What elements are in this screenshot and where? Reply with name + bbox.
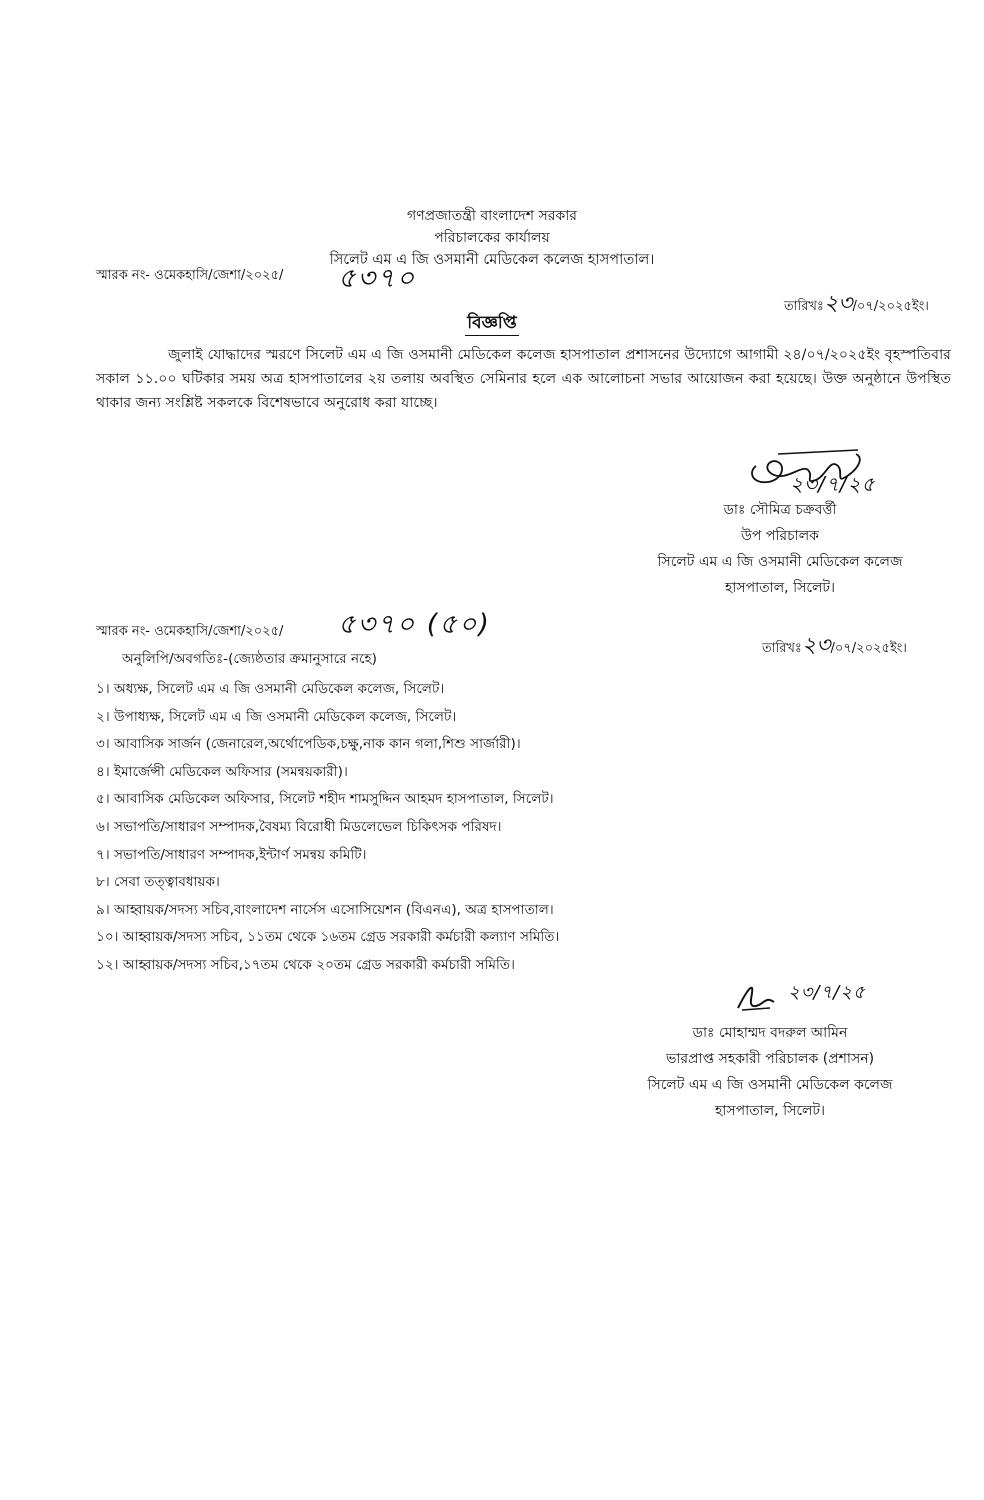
memo-number-label: স্মারক নং- ওমেকহাসি/জেশা/২০২৫/ (96, 268, 284, 283)
notice-title: বিজ্ঞপ্তি (465, 313, 518, 336)
signature-1-date: ২৩/৭/২৫ (790, 472, 876, 496)
signatory-1-designation: উপ পরিচালক (741, 528, 819, 544)
signatory-1-office-line1: সিলেট এম এ জি ওসমানী মেডিকেল কলেজ (657, 554, 903, 570)
date2-rest: /০৭/২০২৫ইং। (830, 641, 907, 656)
signatory-2-block (610, 1020, 930, 1124)
date-label: তারিখঃ (784, 299, 824, 314)
list-item: ১২। আহ্বায়ক/সদস্য সচিব,১৭তম থেকে ২০তম গ্রেড সরকারী কর্মচারী সমিতি। (96, 956, 515, 973)
memo2-handwritten-number: ৫৩৭০ (৫০) (338, 609, 491, 640)
list-item: ২। উপাধ্যক্ষ, সিলেট এম এ জি ওসমানী মেডিকেল কলেজ, সিলেট। (96, 708, 457, 725)
memo2-date (762, 628, 907, 665)
list-item: ৩। আবাসিক সার্জন (জেনারেল,অর্থোপেডিক,চক্ষু,নাক কান গলা,শিশু সার্জারী)। (96, 736, 521, 753)
signatory-2-name: ডাঃ মোহাম্মদ বদরুল আমিন (692, 1025, 848, 1041)
signatory-1-office-line2: হাসপাতাল, সিলেট। (724, 580, 836, 596)
copy-list-heading: অনুলিপি/অবগতিঃ-(জ্যেষ্ঠতার ক্রমানুসারে নহে) (122, 651, 377, 667)
notice-title-wrap (0, 310, 984, 338)
signatory-1-block (620, 497, 940, 601)
list-item: ৭। সভাপতি/সাধারণ সম্পাদক,ইন্টার্ণ সমন্বয় কমিটি। (96, 846, 367, 863)
signatory-1-name: ডাঃ সৌমিত্র চক্রবর্ত্তী (723, 502, 837, 518)
list-item: ৯। আহ্বায়ক/সদস্য সচিব,বাংলাদেশ নার্সেস এসোসিয়েশন (বিএনএ), অত্র হাসপাতাল। (96, 901, 554, 918)
signature-2-date: ২৩/৭/২৫ (788, 982, 866, 1003)
date-handwritten-day: ২৩ (823, 291, 853, 316)
memo2-number-label: স্মারক নং- ওমেকহাসি/জেশা/২০২৫/ (96, 624, 284, 639)
list-item: ৫। আবাসিক মেডিকেল অফিসার, সিলেট শহীদ শামসুদ্দিন আহমদ হাসপাতাল, সিলেট। (96, 791, 554, 808)
date2-handwritten-day: ২৩ (801, 633, 831, 658)
copy-list (96, 676, 716, 980)
notice-body: জুলাই যোদ্ধাদের স্মরণে সিলেট এম এ জি ওসমানী মেডিকেল কলেজ হাসপাতাল প্রশাসনের উদ্যোগে আগামী ২৪/০৭/২০২৫ইং বৃহস্পতিবার সকাল ১১.০০ ঘটিকার সময় অত্র হাসপাতালের ২য় তলায় অবস্থিত সেমিনার হলে এক আলোচনা সভার আয়োজন করা হয়েছে। উক্ত অনুষ্ঠানে উপস্থিত থাকার জন্য সংশ্লিষ্ট সকলকে বিশেষভাবে অনুরোধ করা যাচ্ছে। (96, 347, 951, 411)
header-hospital-name: সিলেট এম এ জি ওসমানী মেডিকেল কলেজ হাসপাতাল। (329, 252, 655, 268)
signature-2 (730, 978, 790, 1018)
list-item: ৮। সেবা তত্ত্বাবধায়ক। (96, 874, 220, 891)
list-item: ১। অধ্যক্ষ, সিলেট এম এ জি ওসমানী মেডিকেল কলেজ, সিলেট। (96, 681, 445, 697)
date-rest: /০৭/২০২৫ইং। (852, 299, 929, 314)
list-item: ১০। আহ্বায়ক/সদস্য সচিব, ১১তম থেকে ১৬তম গ্রেড সরকারী কর্মচারী কল্যাণ সমিতি। (96, 929, 560, 946)
memo-handwritten-number: ৫৩৭০ (338, 263, 417, 294)
signatory-2-designation: ভারপ্রাপ্ত সহকারী পরিচালক (প্রশাসন) (665, 1051, 875, 1067)
date2-label: তারিখঃ (762, 641, 802, 656)
header-office-name: পরিচালকের কার্যালয় (434, 230, 550, 246)
signatory-2-office-line2: হাসপাতাল, সিলেট। (714, 1103, 826, 1119)
list-item: ৪। ইমার্জেন্সী মেডিকেল অফিসার (সমন্বয়কারী)। (96, 763, 348, 780)
list-item: ৬। সভাপতি/সাধারণ সম্পাদক,বৈষম্য বিরোধী মিডলেভেল চিকিৎসক পরিষদ। (96, 818, 502, 835)
header-government-name: গণপ্রজাতন্ত্রী বাংলাদেশ সরকার (407, 208, 577, 224)
signatory-2-office-line1: সিলেট এম এ জি ওসমানী মেডিকেল কলেজ (647, 1077, 893, 1093)
